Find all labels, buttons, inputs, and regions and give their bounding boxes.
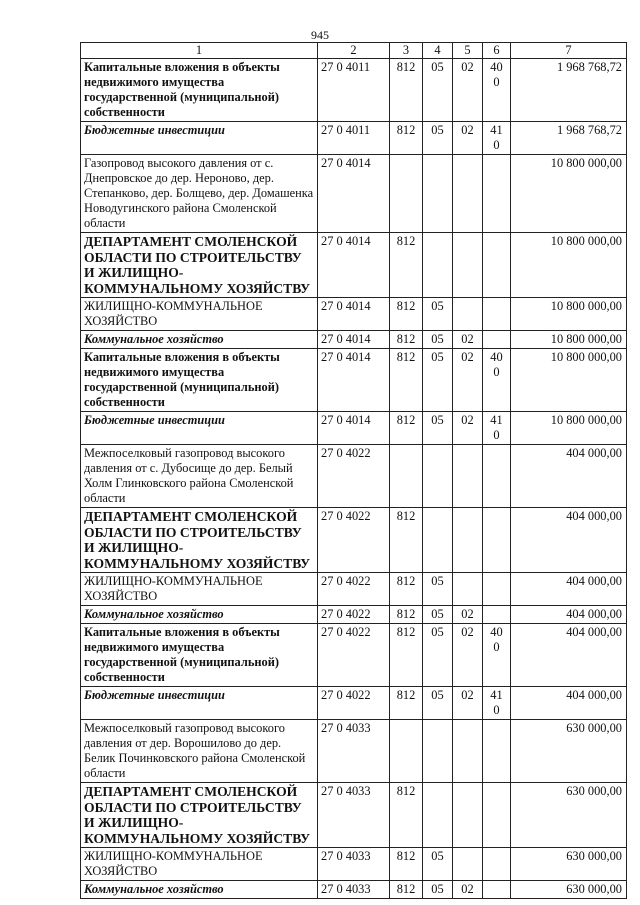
row-name: Капитальные вложения в объекты недвижимого имущества государственной (муниципальной) собственности	[81, 59, 318, 122]
page-number: 945	[311, 28, 329, 42]
row-section: 05	[423, 59, 453, 122]
row-amount: 10 800 000,00	[511, 233, 627, 298]
row-gr-code: 812	[390, 122, 423, 155]
row-name: ДЕПАРТАМЕНТ СМОЛЕНСКОЙ ОБЛАСТИ ПО СТРОИТЕЛЬСТВУ И ЖИЛИЩНО-КОММУНАЛЬНОМУ ХОЗЯЙСТВУ	[81, 508, 318, 573]
row-gr-code: 812	[390, 298, 423, 331]
row-amount: 404 000,00	[511, 445, 627, 508]
row-subsection	[453, 445, 483, 508]
row-target-code: 27 0 4014	[318, 349, 390, 412]
row-amount: 404 000,00	[511, 573, 627, 606]
row-target-code: 27 0 4033	[318, 881, 390, 899]
table-row	[81, 233, 627, 298]
row-target-code: 27 0 4033	[318, 783, 390, 848]
table-row	[81, 331, 627, 349]
row-target-code: 27 0 4022	[318, 687, 390, 720]
row-expense-type: 41 0	[483, 412, 511, 445]
row-subsection	[453, 508, 483, 573]
table-body	[81, 59, 627, 899]
table-row	[81, 298, 627, 331]
row-target-code: 27 0 4022	[318, 573, 390, 606]
row-section	[423, 233, 453, 298]
row-target-code: 27 0 4022	[318, 508, 390, 573]
table-row	[81, 412, 627, 445]
table-row	[81, 720, 627, 783]
row-expense-type	[483, 848, 511, 881]
table-row	[81, 624, 627, 687]
row-amount: 404 000,00	[511, 624, 627, 687]
row-expense-type	[483, 445, 511, 508]
header-col-1: 1	[81, 43, 318, 59]
row-name: Межпоселковый газопровод высокого давления от дер. Ворошилово до дер. Белик Починковского района Смоленской области	[81, 720, 318, 783]
row-subsection	[453, 783, 483, 848]
row-amount: 404 000,00	[511, 508, 627, 573]
row-subsection: 02	[453, 122, 483, 155]
row-expense-type	[483, 881, 511, 899]
row-section: 05	[423, 881, 453, 899]
row-amount: 1 968 768,72	[511, 59, 627, 122]
row-subsection: 02	[453, 606, 483, 624]
row-expense-type	[483, 298, 511, 331]
table-row	[81, 122, 627, 155]
row-expense-type: 41 0	[483, 122, 511, 155]
row-target-code: 27 0 4033	[318, 848, 390, 881]
row-target-code: 27 0 4033	[318, 720, 390, 783]
row-amount: 10 800 000,00	[511, 298, 627, 331]
row-gr-code: 812	[390, 573, 423, 606]
row-subsection: 02	[453, 687, 483, 720]
row-name: Бюджетные инвестиции	[81, 412, 318, 445]
row-name: Капитальные вложения в объекты недвижимого имущества государственной (муниципальной) собственности	[81, 624, 318, 687]
row-subsection	[453, 298, 483, 331]
row-name: Бюджетные инвестиции	[81, 687, 318, 720]
table-row	[81, 606, 627, 624]
row-subsection	[453, 233, 483, 298]
row-section: 05	[423, 573, 453, 606]
row-gr-code: 812	[390, 59, 423, 122]
table-row	[81, 687, 627, 720]
row-expense-type	[483, 155, 511, 233]
row-gr-code: 812	[390, 508, 423, 573]
row-gr-code: 812	[390, 606, 423, 624]
row-amount: 630 000,00	[511, 720, 627, 783]
row-name: ДЕПАРТАМЕНТ СМОЛЕНСКОЙ ОБЛАСТИ ПО СТРОИТЕЛЬСТВУ И ЖИЛИЩНО-КОММУНАЛЬНОМУ ХОЗЯЙСТВУ	[81, 233, 318, 298]
row-expense-type	[483, 606, 511, 624]
row-amount: 630 000,00	[511, 848, 627, 881]
row-name: ЖИЛИЩНО-КОММУНАЛЬНОЕ ХОЗЯЙСТВО	[81, 573, 318, 606]
header-col-7: 7	[511, 43, 627, 59]
row-target-code: 27 0 4022	[318, 624, 390, 687]
row-subsection	[453, 573, 483, 606]
header-row	[81, 43, 627, 59]
table-row	[81, 508, 627, 573]
row-gr-code: 812	[390, 233, 423, 298]
row-name: Капитальные вложения в объекты недвижимого имущества государственной (муниципальной) собственности	[81, 349, 318, 412]
row-target-code: 27 0 4011	[318, 122, 390, 155]
row-section: 05	[423, 624, 453, 687]
table-row	[81, 783, 627, 848]
row-section	[423, 445, 453, 508]
row-amount: 10 800 000,00	[511, 331, 627, 349]
row-subsection	[453, 155, 483, 233]
row-expense-type	[483, 720, 511, 783]
table-row	[81, 573, 627, 606]
row-section: 05	[423, 606, 453, 624]
row-gr-code	[390, 445, 423, 508]
row-amount: 630 000,00	[511, 881, 627, 899]
budget-table	[80, 42, 627, 899]
row-expense-type	[483, 331, 511, 349]
row-name: Коммунальное хозяйство	[81, 331, 318, 349]
header-col-4: 4	[423, 43, 453, 59]
row-expense-type: 40 0	[483, 624, 511, 687]
row-name: ДЕПАРТАМЕНТ СМОЛЕНСКОЙ ОБЛАСТИ ПО СТРОИТЕЛЬСТВУ И ЖИЛИЩНО-КОММУНАЛЬНОМУ ХОЗЯЙСТВУ	[81, 783, 318, 848]
table-row	[81, 59, 627, 122]
row-amount: 10 800 000,00	[511, 349, 627, 412]
row-name: ЖИЛИЩНО-КОММУНАЛЬНОЕ ХОЗЯЙСТВО	[81, 848, 318, 881]
row-gr-code: 812	[390, 783, 423, 848]
row-target-code: 27 0 4014	[318, 155, 390, 233]
row-target-code: 27 0 4014	[318, 412, 390, 445]
table-row	[81, 155, 627, 233]
row-target-code: 27 0 4022	[318, 445, 390, 508]
header-col-3: 3	[390, 43, 423, 59]
row-gr-code: 812	[390, 331, 423, 349]
row-section	[423, 508, 453, 573]
header-col-2: 2	[318, 43, 390, 59]
row-section	[423, 155, 453, 233]
row-name: Газопровод высокого давления от с. Днепровское до дер. Нероново, дер. Степанково, дер. Болщево, дер. Домашенка Новодугинского района Смоленской области	[81, 155, 318, 233]
row-gr-code: 812	[390, 412, 423, 445]
row-amount: 10 800 000,00	[511, 155, 627, 233]
row-target-code: 27 0 4014	[318, 331, 390, 349]
header-col-5: 5	[453, 43, 483, 59]
row-expense-type: 41 0	[483, 687, 511, 720]
row-name: Межпоселковый газопровод высокого давления от с. Дубосище до дер. Белый Холм Глинковского района Смоленской области	[81, 445, 318, 508]
row-gr-code: 812	[390, 687, 423, 720]
row-subsection: 02	[453, 412, 483, 445]
row-section: 05	[423, 687, 453, 720]
row-section: 05	[423, 848, 453, 881]
row-section	[423, 720, 453, 783]
row-target-code: 27 0 4011	[318, 59, 390, 122]
row-section: 05	[423, 298, 453, 331]
header-col-6: 6	[483, 43, 511, 59]
row-section	[423, 783, 453, 848]
row-gr-code: 812	[390, 881, 423, 899]
row-name: Бюджетные инвестиции	[81, 122, 318, 155]
row-target-code: 27 0 4022	[318, 606, 390, 624]
row-target-code: 27 0 4014	[318, 233, 390, 298]
row-amount: 404 000,00	[511, 687, 627, 720]
row-subsection: 02	[453, 881, 483, 899]
row-section: 05	[423, 412, 453, 445]
row-gr-code	[390, 155, 423, 233]
row-subsection	[453, 720, 483, 783]
row-gr-code	[390, 720, 423, 783]
row-section: 05	[423, 122, 453, 155]
row-subsection: 02	[453, 624, 483, 687]
row-target-code: 27 0 4014	[318, 298, 390, 331]
row-name: ЖИЛИЩНО-КОММУНАЛЬНОЕ ХОЗЯЙСТВО	[81, 298, 318, 331]
table-row	[81, 848, 627, 881]
row-section: 05	[423, 331, 453, 349]
row-subsection: 02	[453, 59, 483, 122]
row-subsection: 02	[453, 349, 483, 412]
row-expense-type	[483, 573, 511, 606]
row-gr-code: 812	[390, 624, 423, 687]
row-subsection: 02	[453, 331, 483, 349]
table-row	[81, 349, 627, 412]
row-subsection	[453, 848, 483, 881]
row-amount: 630 000,00	[511, 783, 627, 848]
row-expense-type: 40 0	[483, 59, 511, 122]
row-section: 05	[423, 349, 453, 412]
table-row	[81, 881, 627, 899]
row-expense-type	[483, 233, 511, 298]
row-gr-code: 812	[390, 848, 423, 881]
row-amount: 404 000,00	[511, 606, 627, 624]
row-amount: 10 800 000,00	[511, 412, 627, 445]
row-gr-code: 812	[390, 349, 423, 412]
row-expense-type: 40 0	[483, 349, 511, 412]
row-expense-type	[483, 783, 511, 848]
row-name: Коммунальное хозяйство	[81, 881, 318, 899]
table-row	[81, 445, 627, 508]
row-amount: 1 968 768,72	[511, 122, 627, 155]
row-name: Коммунальное хозяйство	[81, 606, 318, 624]
row-expense-type	[483, 508, 511, 573]
